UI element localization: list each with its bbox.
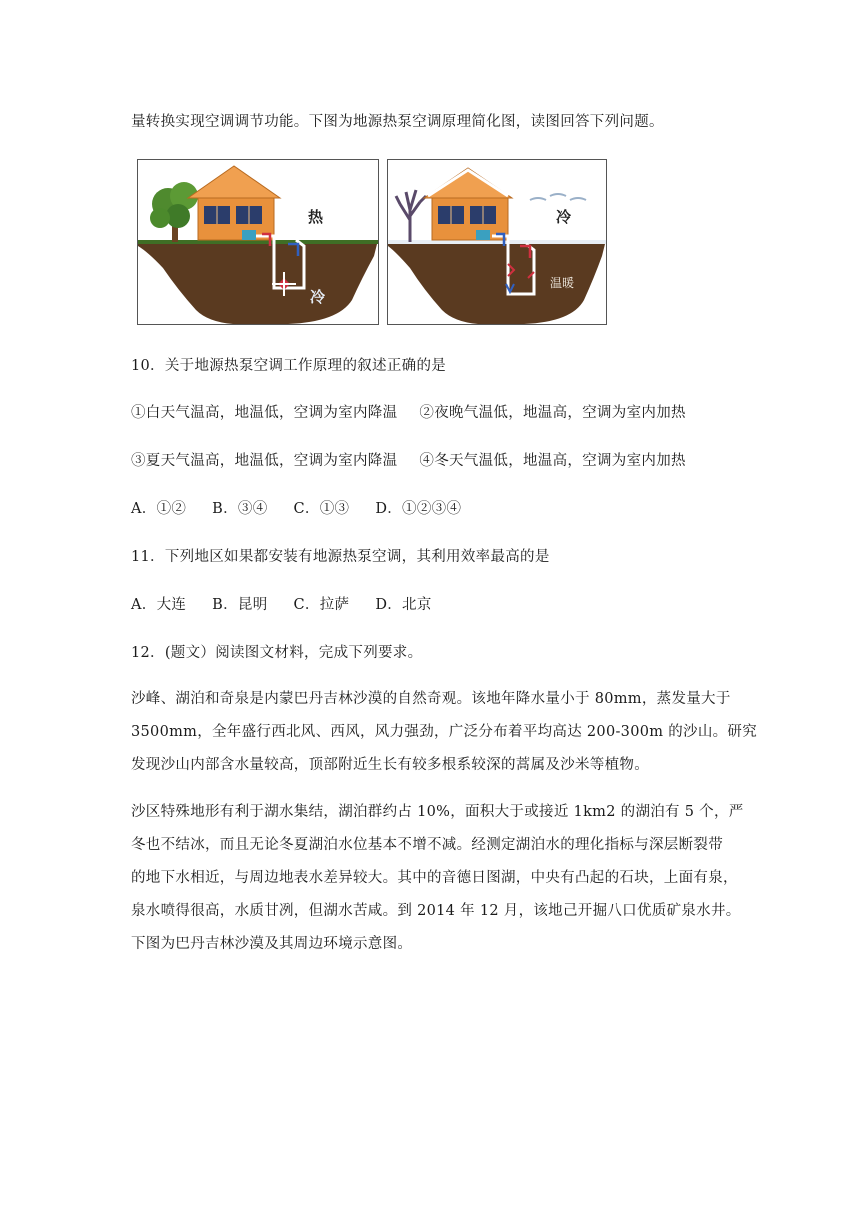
- question-11-options: [131, 595, 458, 615]
- paragraph-1-line-2: 3500mm，全年盛行西北风、西风，风力强劲，广泛分布着平均高达 200-300m 的沙山。研究: [131, 724, 758, 740]
- paragraph-2-line-1: 沙区特殊地形有利于湖水集结，湖泊群约占 10%，面积大于或接近 1km2 的湖泊有 5 个，严: [131, 804, 744, 820]
- paragraph-2-line-2: 冬也不结冰，而且无论冬夏湖泊水位基本不增不减。经测定湖泊水的理化指标与深层断裂带: [131, 837, 723, 853]
- ground-source-heat-pump-figure: [137, 159, 605, 325]
- question-12-stem: 12．(题文）阅读图文材料，完成下列要求。: [131, 645, 423, 661]
- option-d: D．①②③④: [375, 501, 462, 517]
- option-a: A．大连: [131, 597, 187, 613]
- winter-air-label: 冷: [556, 208, 572, 226]
- option-c: C．①③: [293, 501, 350, 517]
- winter-ground-label: 温暖: [550, 276, 575, 290]
- summer-panel: [137, 159, 379, 325]
- question-10-statements-row-1: [131, 403, 686, 423]
- intro-text: 量转换实现空调调节功能。下图为地源热泵空调原理简化图，读图回答下列问题。: [131, 114, 664, 130]
- statement-1: ①白天气温高，地温低，空调为室内降温: [131, 405, 398, 421]
- statement-3: ③夏天气温高，地温低，空调为室内降温: [131, 453, 398, 469]
- paragraph-1-line-1: 沙峰、湖泊和奇泉是内蒙巴丹吉林沙漠的自然奇观。该地年降水量小于 80mm，蒸发量大于: [131, 691, 731, 707]
- summer-ground-label: 冷: [310, 288, 326, 306]
- question-10-stem: 10．关于地源热泵空调工作原理的叙述正确的是: [131, 358, 447, 374]
- option-b: B．③④: [212, 501, 268, 517]
- option-a: A．①②: [131, 501, 187, 517]
- statement-2: ②夜晚气温低，地温高，空调为室内加热: [419, 405, 686, 421]
- option-b: B．昆明: [212, 597, 268, 613]
- paragraph-2-line-5: 下图为巴丹吉林沙漠及其周边环境示意图。: [131, 936, 413, 952]
- question-10-options: [131, 499, 487, 519]
- winter-panel: [387, 159, 607, 325]
- statement-4: ④冬天气温低，地温高，空调为室内加热: [419, 453, 686, 469]
- summer-air-label: 热: [308, 208, 324, 226]
- paragraph-2-line-4: 泉水喷得很高，水质甘冽，但湖水苦咸。到 2014 年 12 月，该地己开掘八口优质矿泉水井。: [131, 903, 741, 919]
- paragraph-2-line-3: 的地下水相近，与周边地表水差异较大。其中的音德日图湖，中央有凸起的石块，上面有泉，: [131, 870, 738, 886]
- question-10-statements-row-2: [131, 451, 686, 471]
- option-d: D．北京: [375, 597, 432, 613]
- question-11-stem: 11．下列地区如果都安装有地源热泵空调，其利用效率最高的是: [131, 549, 550, 565]
- paragraph-1-line-3: 发现沙山内部含水量较高，顶部附近生长有较多根系较深的蒿属及沙米等植物。: [131, 757, 649, 773]
- option-c: C．拉萨: [293, 597, 350, 613]
